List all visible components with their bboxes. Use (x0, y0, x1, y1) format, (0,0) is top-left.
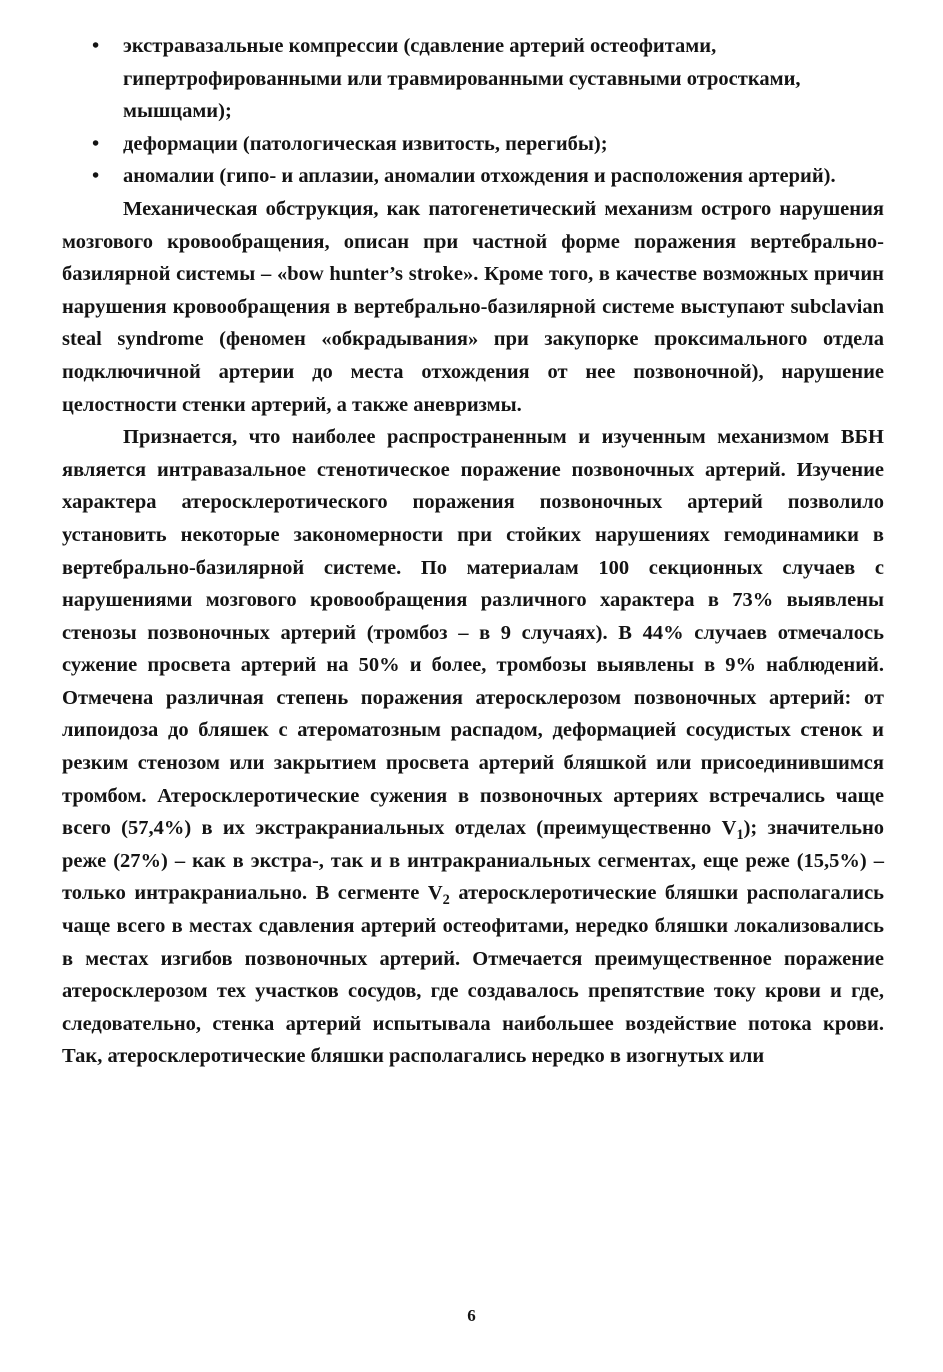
bullet-dot-icon: • (92, 165, 100, 188)
bullet-item (62, 160, 884, 193)
paragraph-text: атеросклеротические бляшки располагались чаще всего в местах сдавления артерий остеофитами, нередко бляшки локализовались в местах изгибов позвоночных артерий. Отмечается преимущественное поражение атеросклерозом тех участков сосудов, где создавалось препятствие току крови и где, следовательно, стенка артерий испытывала наибольшее воздействие потока крови. Так, атеросклеротические бляшки располагались нередко в изогнутых или (62, 882, 885, 1068)
page-number: 6 (467, 1306, 476, 1325)
paragraph-text: ); значительно реже (27%) – как в экстра-, так и в интракраниальных сегментах, еще реже (15,5%) – только интракраниально. В сегменте V (62, 817, 885, 905)
paragraph-text: Признается, что наиболее распространенным и изученным механизмом ВБН является интравазальное стенотическое поражение позвоночных артерий. Изучение характера атеросклеротического поражения позвоночных артерий позволило установить некоторые закономерности при стойких нарушениях гемодинамики в вертебрально-базилярной системе. По материалам 100 секционных случаев с нарушениями мозгового кровообращения различного характера в 73% выявлены стенозы позвоночных артерий (тромбоз – в 9 случаях). В 44% случаев отмечалось сужение просвета артерий на 50% и более, тромбозы выявлены в 9% наблюдений. Отмечена различная степень поражения атеросклерозом позвоночных артерий: от липоидоза до бляшек с атероматозным распадом, деформацией сосудистых стенок и резким стенозом или закрытием просвета артерий бляшкой или присоединившимся тромбом. Атеросклеротические сужения в позвоночных артериях встречались чаще всего (57,4%) в их экстракраниальных отделах (преимущественно V (62, 426, 884, 840)
bullet-text: аномалии (гипо- и аплазии, аномалии отхождения и расположения артерий). (123, 165, 836, 188)
bullet-text: экстравазальные компрессии (сдавление артерий остеофитами, гипертрофированными или травмированными суставными отростками, мышцами); (123, 35, 801, 123)
paragraph-mechanical-obstruction: Механическая обструкция, как патогенетический механизм острого нарушения мозгового кровообращения, описан при частной форме поражения вертебрально-базилярной системы – «bow hunter’s stroke». Кроме того, в качестве возможных причин нарушения кровообращения в вертебрально-базилярной системе выступают subclavian steal syndrome (феномен «обкрадывания» при закупорке проксимального отдела подключичной артерии до места отхождения от нее позвоночной), нарушение целостности стенки артерий, а также аневризмы. (62, 197, 884, 416)
bullet-dot-icon: • (92, 132, 100, 155)
paragraph-stenotic-lesion (62, 421, 884, 1073)
document-page (62, 30, 884, 1073)
bullet-item (62, 30, 884, 128)
subscript: 1 (736, 827, 744, 844)
bullet-list (62, 30, 884, 193)
bullet-text: деформации (патологическая извитость, перегибы); (123, 132, 608, 155)
bullet-dot-icon: • (92, 35, 100, 57)
subscript: 2 (442, 892, 450, 909)
bullet-item (62, 128, 884, 161)
